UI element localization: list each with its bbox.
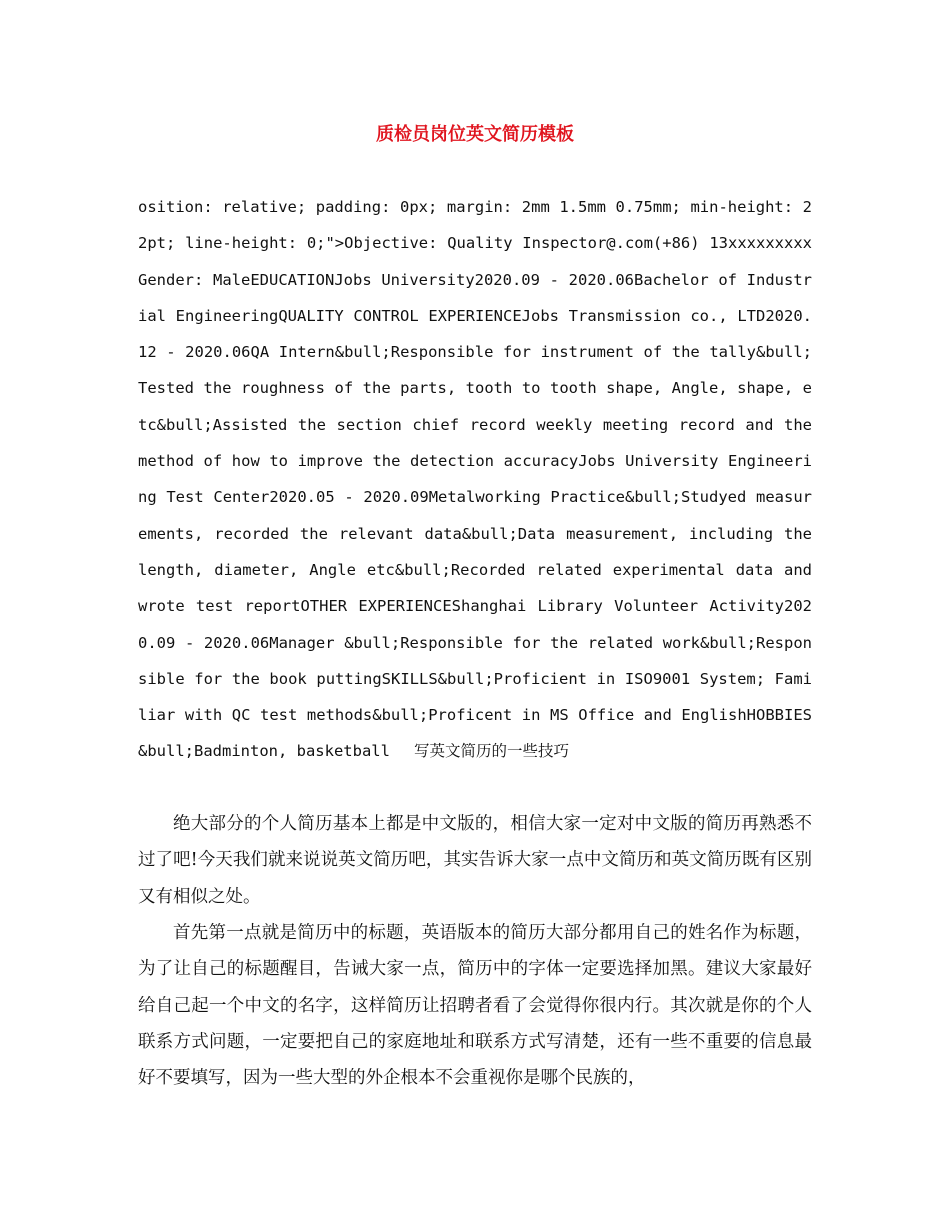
- section-heading: 写英文简历的一些技巧: [413, 742, 569, 761]
- resume-raw-text: osition: relative; padding: 0px; margin: 2mm 1.5mm 0.75mm; min-height: 22pt; line-height: 0;">Objective: Quality Inspector@.com(+86) 13xxxxxxxxxGender: MaleEDUCATIONJobs University2020.09 - 2020.06Bachelor of Industrial EngineeringQUALITY CONTROL EXPERIENCEJobs Transmission co., LTD2020.12 - 2020.06QA Intern&bull;Responsible for instrument of the tally&bull;Tested the roughness of the parts, tooth to tooth shape, Angle, shape, etc&bull;Assisted the section chief record weekly meeting record and the method of how to improve the detection accuracyJobs University Engineering Test Center2020.05 - 2020.09Metalworking Practice&bull;Studyed measurements, recorded the relevant data&bull;Data measurement, including the length, diameter, Angle etc&bull;Recorded related experimental data and wrote test reportOTHER EXPERIENCEShanghai Library Volunteer Activity2020.09 - 2020.06Manager &bull;Responsible for the related work&bull;Responsible for the book puttingSKILLS&bull;Proficient in ISO9001 System; Familiar with QC test methods&bull;Proficent in MS Office and EnglishHOBBIES&bull;Badminton, basketball: [138, 198, 812, 761]
- document-title: 质检员岗位英文简历模板: [376, 124, 574, 145]
- resume-text-block: [138, 189, 812, 770]
- paragraph-intro: 绝大部分的个人简历基本上都是中文版的，相信大家一定对中文版的简历再熟悉不过了吧!今天我们就来说说英文简历吧，其实告诉大家一点中文简历和英文简历既有区别又有相似之处。: [138, 814, 812, 907]
- paragraph-title-tips: 首先第一点就是简历中的标题，英语版本的简历大部分都用自己的姓名作为标题，为了让自己的标题醒目，告诫大家一点，简历中的字体一定要选择加黑。建议大家最好给自己起一个中文的名字，这样简历让招聘者看了会觉得你很内行。其次就是你的个人联系方式问题，一定要把自己的家庭地址和联系方式写清楚，还有一些不重要的信息最好不要填写，因为一些大型的外企根本不会重视你是哪个民族的，: [138, 923, 812, 1089]
